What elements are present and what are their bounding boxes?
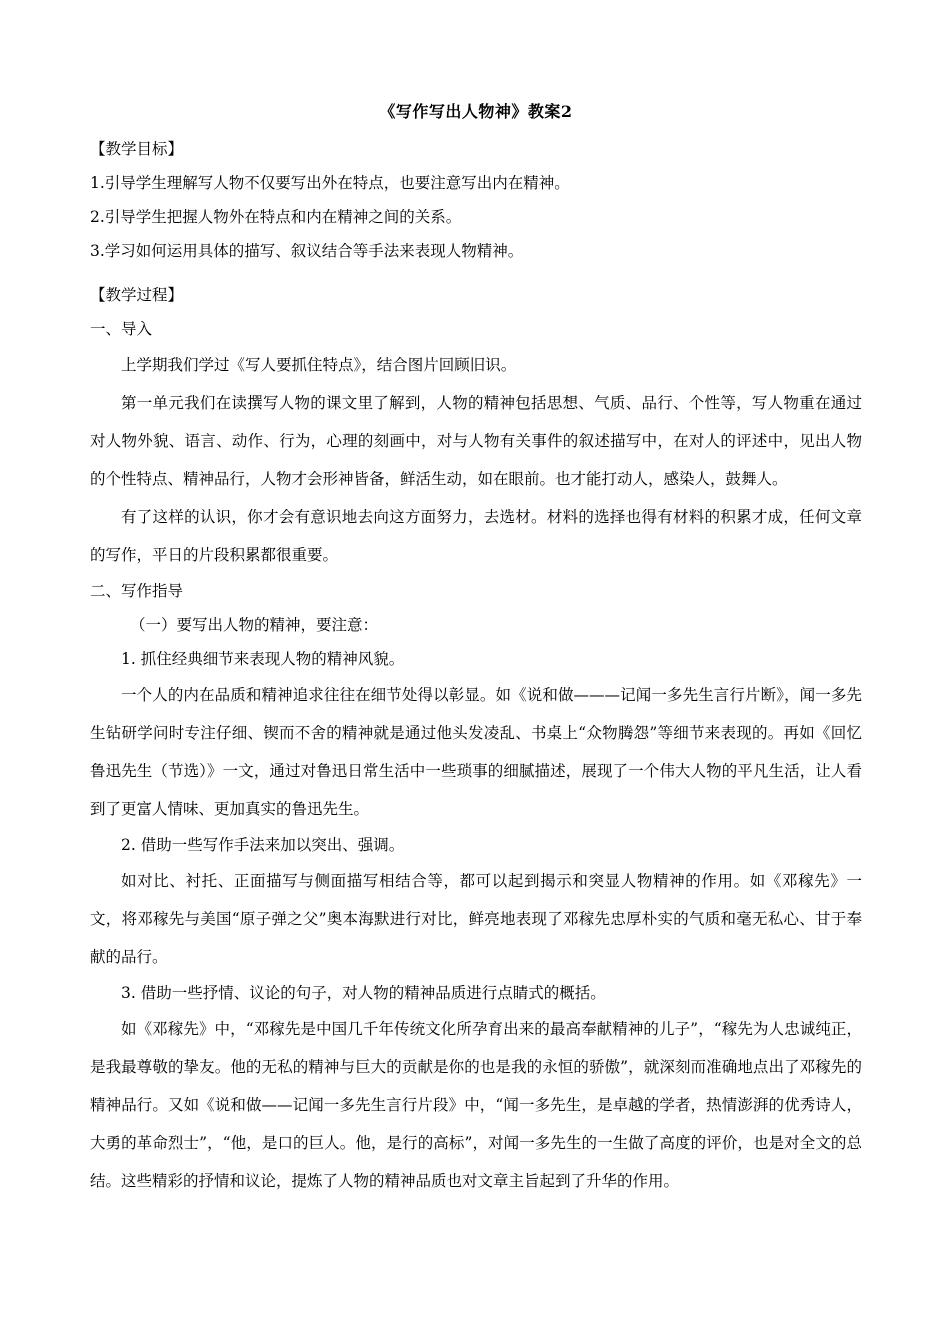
section-heading-intro: 一、导入 [90, 320, 153, 338]
goal-item-2: 2.引导学生把握人物外在特点和内在精神之间的关系。 [90, 208, 462, 226]
intro-paragraph-3: 有了这样的认识，你才会有意识地去向这方面努力，去选材。材料的选择也得有材料的积累才成，任何文章的写作，平日的片段积累都很重要。 [90, 508, 862, 564]
document-title: 《写作写出人物神》教案2 [379, 102, 573, 121]
document-page [90, 100, 862, 1200]
goal-item-1: 1.引导学生理解写人物不仅要写出外在特点，也要注意写出内在精神。 [90, 174, 570, 192]
point-2-body: 如对比、衬托、正面描写与侧面描写相结合等，都可以起到揭示和突显人物精神的作用。如《邓稼先》一文，将邓稼先与美国“原子弹之父”奥本海默进行对比，鲜亮地表现了邓稼先忠厚朴实的气质和毫无私心、甘于奉献的品行。 [90, 872, 862, 966]
point-1-body: 一个人的内在品质和精神追求往往在细节处得以彰显。如《说和做———记闻一多先生言行片断》，闻一多先生钻研学问时专注仔细、锲而不舍的精神就是通过他头发凌乱、书桌上“众物腾怨”等细节来表现的。再如《回忆鲁迅先生（节选）》一文，通过对鲁迅日常生活中一些琐事的细腻描述，展现了一个伟大人物的平凡生活，让人看到了更富人情味、更加真实的鲁迅先生。 [90, 686, 862, 818]
point-1-title: 1. 抓住经典细节来表现人物的精神风貌。 [121, 650, 405, 668]
goals-heading: 【教学目标】 [90, 140, 184, 158]
point-3-title: 3. 借助一些抒情、议论的句子，对人物的精神品质进行点睛式的概括。 [121, 984, 606, 1002]
goal-item-3: 3.学习如何运用具体的描写、叙议结合等手法来表现人物精神。 [90, 242, 524, 260]
section-heading-guidance: 二、写作指导 [90, 582, 184, 600]
process-heading: 【教学过程】 [90, 286, 184, 304]
intro-paragraph-2: 第一单元我们在读撰写人物的课文里了解到，人物的精神包括思想、气质、品行、个性等，写人物重在通过对人物外貌、语言、动作、行为，心理的刻画中，对与人物有关事件的叙述描写中，在对人的评述中，见出人物的个性特点、精神品行，人物才会形神皆备，鲜活生动，如在眼前。也才能打动人，感染人，鼓舞人。 [90, 394, 862, 488]
point-2-title: 2. 借助一些写作手法来加以突出、强调。 [121, 836, 405, 854]
guidance-subheading: （一）要写出人物的精神，要注意： [130, 616, 379, 634]
point-3-body: 如《邓稼先》中，“邓稼先是中国几千年传统文化所孕育出来的最高奉献精神的儿子”，“稼先为人忠诚纯正，是我最尊敬的挚友。他的无私的精神与巨大的贡献是你的也是我的永恒的骄傲”，就深刻而准确地点出了邓稼先的精神品行。又如《说和做——记闻一多先生言行片段》中，“闻一多先生，是卓越的学者，热情澎湃的优秀诗人，大勇的革命烈士”，“他，是口的巨人。他，是行的高标”，对闻一多先生的一生做了高度的评价，也是对全文的总结。这些精彩的抒情和议论，提炼了人物的精神品质也对文章主旨起到了升华的作用。 [90, 1020, 862, 1190]
intro-paragraph-1: 上学期我们学过《写人要抓住特点》，结合图片回顾旧识。 [121, 356, 517, 374]
